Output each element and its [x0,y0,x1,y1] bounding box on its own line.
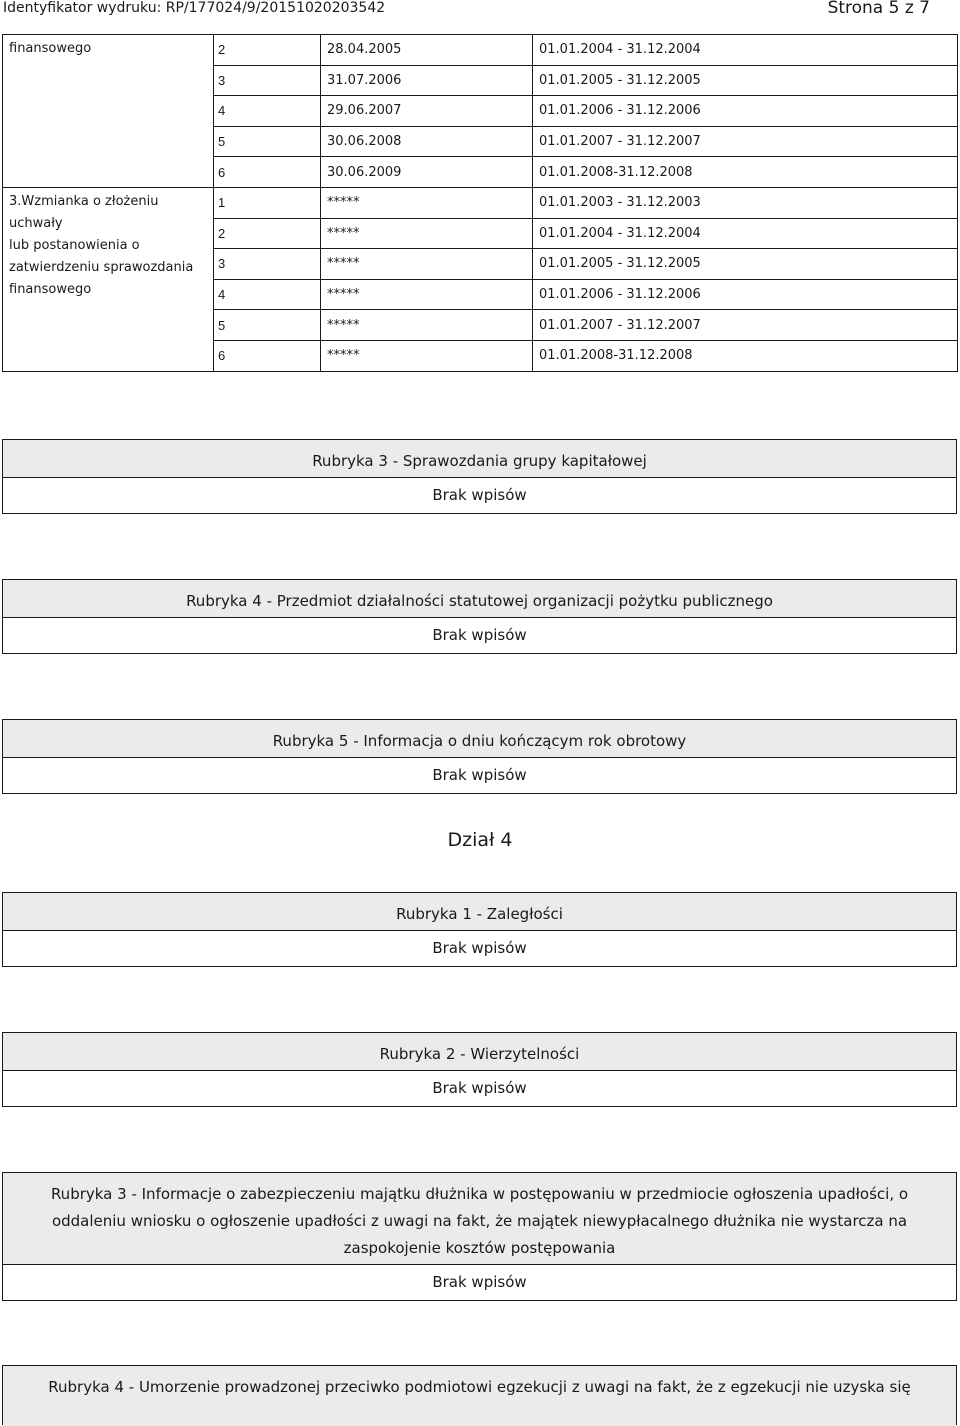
entry-period: 01.01.2008-31.12.2008 [533,157,958,188]
section-title: Rubryka 3 - Informacje o zabezpieczeniu majątku dłużnika w postępowaniu w przedmiocie ogłoszenia upadłości, o oddaleniu wniosku o ogłoszenie upadłości z uwagi na fakt, że majątek niewypłacalnego dłużnika nie wystarcza na zaspokojenie kosztów postępowania [3,1173,956,1265]
registry-table [2,34,958,372]
entry-period: 01.01.2006 - 31.12.2006 [533,96,958,127]
row-label [3,187,214,371]
entry-number: 2 [214,218,321,249]
entry-date: ***** [321,187,533,218]
entry-period: 01.01.2005 - 31.12.2005 [533,65,958,96]
entry-date: 28.04.2005 [321,35,533,66]
row-label-line: zatwierdzeniu sprawozdania [9,259,194,275]
section-title: Rubryka 1 - Zaległości [3,893,956,931]
entry-period: 01.01.2004 - 31.12.2004 [533,218,958,249]
entry-number: 6 [214,157,321,188]
entry-period: 01.01.2006 - 31.12.2006 [533,279,958,310]
entry-number: 4 [214,96,321,127]
entry-period: 01.01.2007 - 31.12.2007 [533,310,958,341]
entry-number: 2 [214,35,321,66]
entry-number: 3 [214,65,321,96]
entry-number: 3 [214,249,321,280]
row-label: finansowego [3,35,214,188]
entry-number: 5 [214,310,321,341]
print-identifier: Identyfikator wydruku: RP/177024/9/20151020203542 [3,0,386,16]
row-label-line: lub postanowienia o [9,237,140,253]
entry-date: 29.06.2007 [321,96,533,127]
entry-period: 01.01.2008-31.12.2008 [533,340,958,371]
no-entries-text: Brak wpisów [432,1079,527,1097]
table-row [3,187,958,218]
page-header [0,0,960,22]
no-entries-text: Brak wpisów [432,939,527,957]
table-row [3,35,958,66]
entry-date: ***** [321,340,533,371]
entry-number: 1 [214,187,321,218]
section-umorzenie-egzekucji [2,1365,957,1425]
entry-number: 6 [214,340,321,371]
row-label-line: 3.Wzmianka o złożeniu uchwały [9,193,159,231]
entry-date: ***** [321,279,533,310]
entry-number: 4 [214,279,321,310]
no-entries-text: Brak wpisów [432,486,527,504]
no-entries-text: Brak wpisów [432,1273,527,1291]
division-heading: Dział 4 [447,829,513,851]
row-label-line: finansowego [9,281,92,297]
entry-date: ***** [321,249,533,280]
section-rubryka-4 [2,579,957,654]
entry-date: 30.06.2009 [321,157,533,188]
page-number: Strona 5 z 7 [827,0,930,18]
section-rubryka-3 [2,439,957,514]
section-title: Rubryka 4 - Umorzenie prowadzonej przeciwko podmiotowi egzekucji z uwagi na fakt, że z egzekucji nie uzyska się [3,1366,956,1426]
entry-date: ***** [321,218,533,249]
section-title: Rubryka 3 - Sprawozdania grupy kapitałowej [3,440,956,478]
entry-period: 01.01.2007 - 31.12.2007 [533,126,958,157]
section-title: Rubryka 4 - Przedmiot działalności statutowej organizacji pożytku publicznego [3,580,956,618]
entry-date: 31.07.2006 [321,65,533,96]
entry-date: ***** [321,310,533,341]
no-entries-text: Brak wpisów [432,626,527,644]
section-title: Rubryka 5 - Informacja o dniu kończącym rok obrotowy [3,720,956,758]
entry-period: 01.01.2003 - 31.12.2003 [533,187,958,218]
section-wierzytelnosci [2,1032,957,1107]
section-rubryka-5 [2,719,957,794]
section-zaleglosci [2,892,957,967]
entry-number: 5 [214,126,321,157]
entry-date: 30.06.2008 [321,126,533,157]
section-zabezpieczenie-majatku [2,1172,957,1301]
entry-period: 01.01.2005 - 31.12.2005 [533,249,958,280]
section-title: Rubryka 2 - Wierzytelności [3,1033,956,1071]
entry-period: 01.01.2004 - 31.12.2004 [533,35,958,66]
no-entries-text: Brak wpisów [432,766,527,784]
